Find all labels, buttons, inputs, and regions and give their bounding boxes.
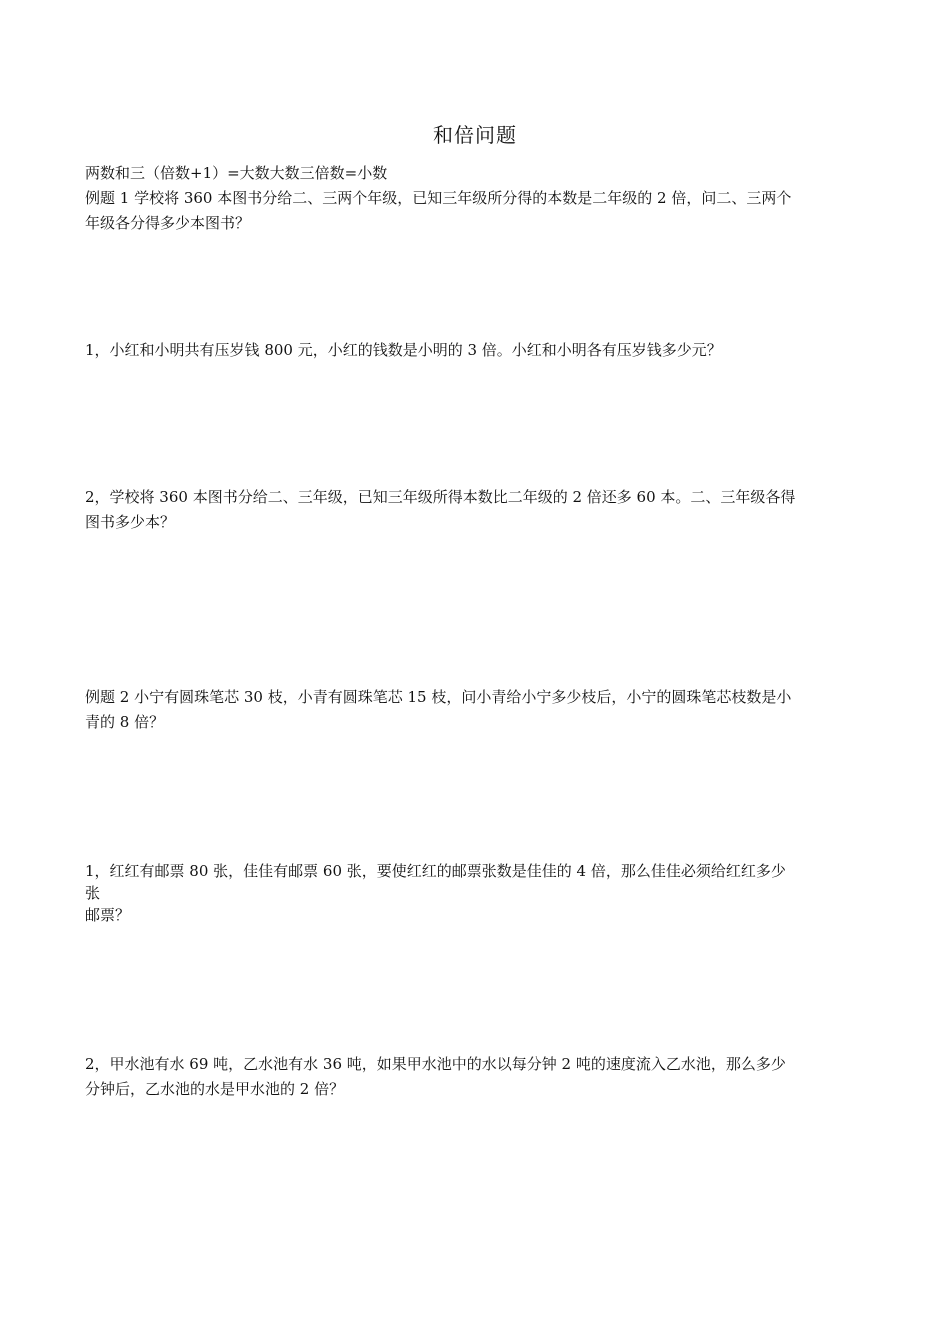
problem-1b-line-1: 1，红红有邮票 80 张，佳佳有邮票 60 张，要使红红的邮票张数是佳佳的 4 倍，那么佳佳必须给红红多少 <box>85 862 786 880</box>
problem-2b <box>85 1052 865 1102</box>
example-2 <box>85 685 865 735</box>
problem-1b <box>85 860 865 926</box>
problem-2b-line-2: 分钟后，乙水池的水是甲水池的 2 倍？ <box>85 1080 345 1098</box>
problem-2a <box>85 485 865 535</box>
problem-1a <box>85 338 865 363</box>
example-1-line-1: 例题 1 学校将 360 本图书分给二、三两个年级，已知三年级所分得的本数是二年级的 2 倍，问二、三两个 <box>85 189 792 207</box>
problem-2a-line-1: 2，学校将 360 本图书分给二、三年级，已知三年级所得本数比二年级的 2 倍还多 60 本。二、三年级各得 <box>85 488 796 506</box>
formula-text <box>85 161 865 186</box>
problem-2b-line-1: 2，甲水池有水 69 吨，乙水池有水 36 吨，如果甲水池中的水以每分钟 2 吨的速度流入乙水池，那么多少 <box>85 1055 786 1073</box>
example-1 <box>85 186 865 236</box>
example-2-line-2: 青的 8 倍？ <box>85 713 165 731</box>
formula-line: 两数和三（倍数+1）=大数大数三倍数=小数 <box>85 164 388 182</box>
problem-1a-line-1: 1，小红和小明共有压岁钱 800 元，小红的钱数是小明的 3 倍。小红和小明各有压岁钱多少元？ <box>85 341 722 359</box>
problem-1b-line-2: 张 <box>85 884 101 902</box>
example-1-line-2: 年级各分得多少本图书？ <box>85 214 251 232</box>
problem-1b-line-3: 邮票？ <box>85 906 131 924</box>
example-2-line-1: 例题 2 小宁有圆珠笔芯 30 枝，小青有圆珠笔芯 15 枝，问小青给小宁多少枝后，小宁的圆珠笔芯枝数是小 <box>85 688 792 706</box>
problem-2a-line-2: 图书多少本？ <box>85 513 176 531</box>
page-title: 和倍问题 <box>433 123 517 147</box>
